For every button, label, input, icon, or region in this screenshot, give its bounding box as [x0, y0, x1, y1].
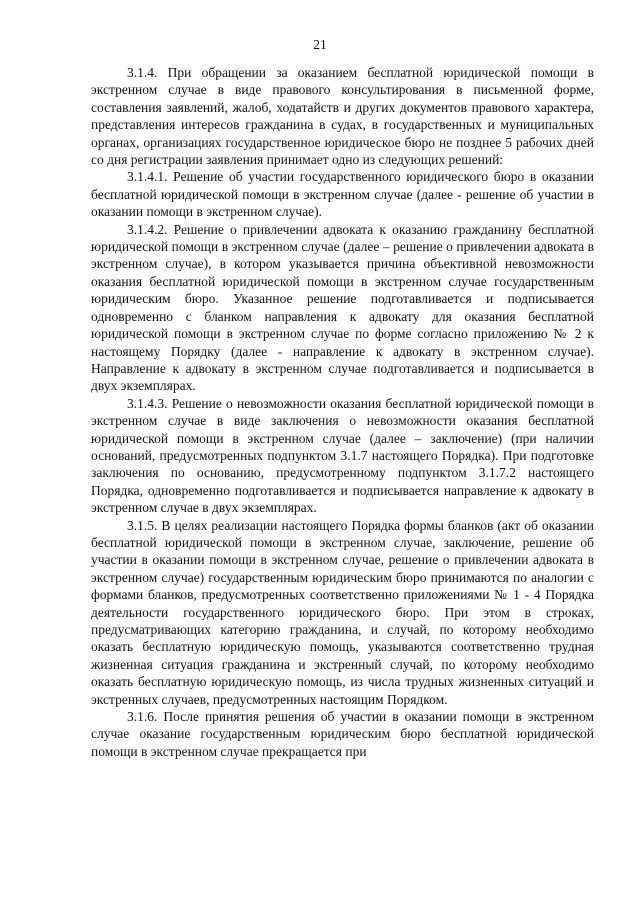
page-number: 21: [313, 37, 327, 52]
paragraph-3-1-4-2: 3.1.4.2. Решение о привлечении адвоката к оказанию гражданину бесплатной юридической помощи в экстренном случае (далее – решение о привлечении адвоката в экстренном случае), в котором указывается причина объективной невозможности оказания бесплатной юридической помощи в экстренном случае государственным юридическим бюро. Указанное решение подготавливается и подписывается одновременно с бланком направления к адвокату для оказания бесплатной юридической помощи в экстренном случае по форме согласно приложению № 2 к настоящему Порядку (далее - направление к адвокату в экстренном случае). Направление к адвокату в экстренном случае подготавливается и подписывается в двух экземплярах.: [91, 221, 594, 394]
paragraph-3-1-4-1: 3.1.4.1. Решение об участии государственного юридического бюро в оказании бесплатной юридической помощи в экстренном случае (далее - решение об участии в оказании помощи в экстренном случае).: [91, 169, 594, 220]
paragraph-3-1-4: 3.1.4. При обращении за оказанием бесплатной юридической помощи в экстренном случае в виде правового консультирования в письменной форме, составления заявлений, жалоб, ходатайств и других документов правового характера, представления интересов гражданина в судах, в государственных и муниципальных органах, организациях государственное юридическое бюро не позднее 5 рабочих дней со дня регистрации заявления принимает одно из следующих решений:: [91, 65, 594, 168]
paragraph-3-1-6: 3.1.6. После принятия решения об участии в оказании помощи в экстренном случае оказание государственным юридическим бюро бесплатной юридической помощи в экстренном случае прекращается при: [91, 709, 594, 759]
paragraph-3-1-5: 3.1.5. В целях реализации настоящего Порядка формы бланков (акт об оказании бесплатной юридической помощи в экстренном случае, заключение, решение об участии в оказании помощи в экстренном случае, решение о привлечении адвоката в экстренном случае) государственным юридическим бюро принимаются по аналогии с формами бланков, предусмотренных соответственно приложениями № 1 - 4 Порядка деятельности государственного юридического бюро. При этом в строках, предусматривающих категорию гражданина, и случай, по которому необходимо оказать бесплатную юридическую помощь, указываются соответственно трудная жизненная ситуация гражданина и экстренный случай, по которому необходимо оказать бесплатную юридическую помощь, из числа трудных жизненных ситуаций и экстренных случаев, предусмотренных настоящим Порядком.: [91, 517, 594, 707]
paragraph-3-1-4-3: 3.1.4.3. Решение о невозможности оказания бесплатной юридической помощи в экстренном случае в виде заключения о невозможности оказания бесплатной юридической помощи в экстренном случае (далее – заключение) (при наличии оснований, предусмотренных подпунктом 3.1.7 настоящего Порядка). При подготовке заключения по основанию, предусмотренному подпунктом 3.1.7.2 настоящего Порядка, одновременно подготавливается и подписывается направление к адвокату в экстренном случае в двух экземплярах.: [91, 395, 594, 516]
document-body: [91, 64, 594, 760]
